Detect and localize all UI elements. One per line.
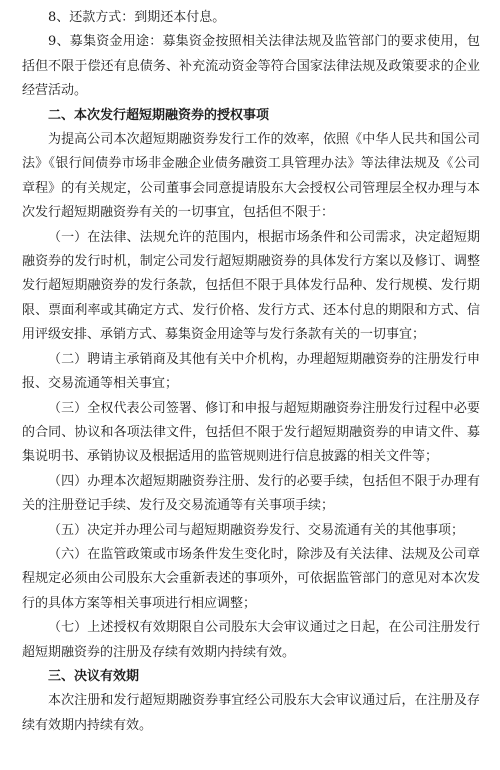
authorization-item-1: （一）在法律、法规允许的范围内，根据市场条件和公司需求，决定超短期融资券的发行时机，制定公司发行超短期融资券的具体发行方案以及修订、调整发行超短期融资券的发行条款，包括但不限于具体发行品种、发行规模、发行期限、票面利率或其确定方式、发行价格、发行方式、还本付息的期限和方式、信用评级安排、承销方式、募集资金用途等与发行条款有关的一切事宜； (22, 229, 480, 343)
authorization-item-7: （七）上述授权有效期限自公司股东大会审议通过之日起，在公司注册发行超短期融资券的注册及存续有效期内持续有效。 (22, 620, 480, 660)
authorization-item-5: （五）决定并办理公司与超短期融资券发行、交易流通有关的其他事项； (48, 522, 465, 538)
item-fund-use: 9、募集资金用途：募集资金按照相关法律法规及监管部门的要求使用，包括但不限于偿还有息债务、补充流动资金等符合国家法律法规及政策要求的企业经营活动。 (22, 34, 480, 99)
validity-paragraph: 本次注册和发行超短期融资券事宜经公司股东大会审议通过后，在注册及存续有效期内持续有效。 (22, 693, 480, 733)
authorization-item-6: （六）在监管政策或市场条件发生变化时，除涉及有关法律、法规及公司章程规定必须由公司股东大会重新表述的事项外，可依据监管部门的意见对本次发行的具体方案等相关事项进行相应调整； (22, 546, 480, 611)
authorization-item-3: （三）全权代表公司签署、修订和申报与超短期融资券注册发行过程中必要的合同、协议和各项法律文件，包括但不限于发行超短期融资券的申请文件、募集说明书、承销协议及根据适用的监管规则进行信息披露的相关文件等； (22, 400, 480, 465)
document-body (22, 6, 480, 738)
authorization-intro-paragraph: 为提高公司本次超短期融资券发行工作的效率，依照《中华人民共和国公司法》《银行间债券市场非金融企业债务融资工具管理办法》等法律法规及《公司章程》的有关规定，公司董事会同意提请股东大会授权公司管理层全权办理与本次发行超短期融资券有关的一切事宜，包括但不限于： (22, 132, 480, 221)
authorization-item-2: （二）聘请主承销商及其他有关中介机构，办理超短期融资券的注册发行申报、交易流通等相关事宜； (22, 351, 480, 392)
section-heading-authorization: 二、本次发行超短期融资券的授权事项 (48, 107, 270, 123)
item-repayment-method: 8、还款方式：到期还本付息。 (48, 10, 226, 25)
authorization-item-4: （四）办理本次超短期融资券注册、发行的必要手续，包括但不限于办理有关的注册登记手续、发行及交易流通等有关事项手续； (22, 473, 480, 514)
section-heading-validity: 三、决议有效期 (48, 668, 140, 684)
